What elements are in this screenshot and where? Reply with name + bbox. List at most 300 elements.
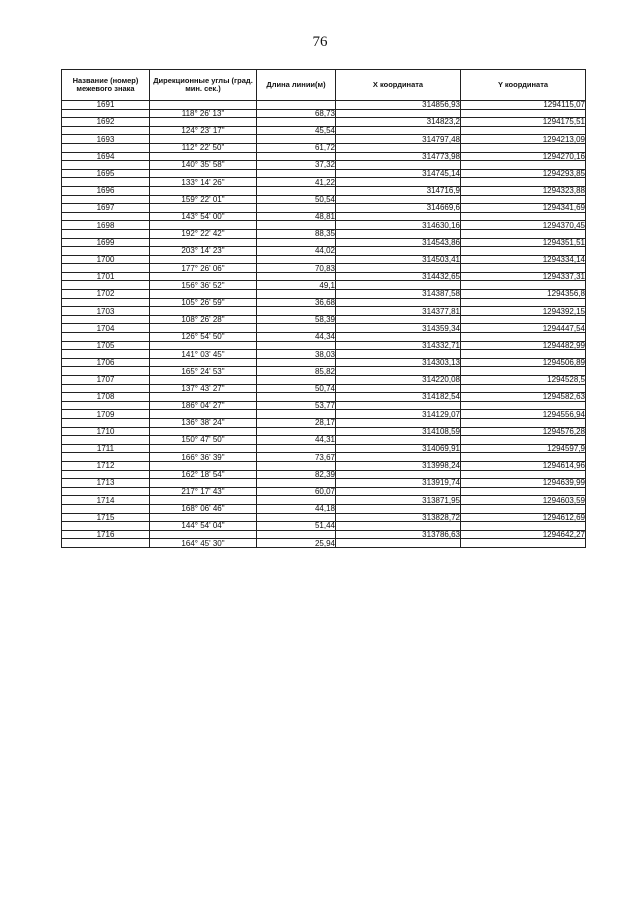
empty-cell bbox=[62, 264, 150, 273]
empty-cell bbox=[336, 229, 461, 238]
segment-row bbox=[62, 195, 586, 204]
direction-angle: 136° 38' 24" bbox=[150, 418, 257, 427]
y-coordinate: 1294293,85 bbox=[461, 169, 586, 178]
point-row bbox=[62, 444, 586, 453]
empty-cell bbox=[257, 324, 336, 333]
empty-cell bbox=[336, 436, 461, 445]
header-x: X координата bbox=[336, 70, 461, 101]
point-name: 1712 bbox=[62, 461, 150, 470]
empty-cell bbox=[336, 247, 461, 256]
empty-cell bbox=[150, 169, 257, 178]
x-coordinate: 314745,14 bbox=[336, 169, 461, 178]
line-length: 73,67 bbox=[257, 453, 336, 462]
segment-row bbox=[62, 504, 586, 513]
line-length: 38,03 bbox=[257, 350, 336, 359]
segment-row bbox=[62, 350, 586, 359]
empty-cell bbox=[257, 238, 336, 247]
x-coordinate: 313828,72 bbox=[336, 513, 461, 522]
empty-cell bbox=[62, 350, 150, 359]
point-name: 1711 bbox=[62, 444, 150, 453]
empty-cell bbox=[461, 333, 586, 342]
x-coordinate: 314773,98 bbox=[336, 152, 461, 161]
empty-cell bbox=[461, 298, 586, 307]
direction-angle: 165° 24' 53" bbox=[150, 367, 257, 376]
x-coordinate: 314387,58 bbox=[336, 290, 461, 299]
x-coordinate: 313871,95 bbox=[336, 496, 461, 505]
empty-cell bbox=[150, 101, 257, 110]
y-coordinate: 1294597,9 bbox=[461, 444, 586, 453]
y-coordinate: 1294392,15 bbox=[461, 307, 586, 316]
empty-cell bbox=[336, 453, 461, 462]
point-name: 1697 bbox=[62, 204, 150, 213]
point-row bbox=[62, 290, 586, 299]
empty-cell bbox=[336, 195, 461, 204]
point-name: 1703 bbox=[62, 307, 150, 316]
line-length: 44,02 bbox=[257, 247, 336, 256]
empty-cell bbox=[461, 315, 586, 324]
point-row bbox=[62, 393, 586, 402]
point-row bbox=[62, 221, 586, 230]
empty-cell bbox=[336, 126, 461, 135]
empty-cell bbox=[461, 487, 586, 496]
empty-cell bbox=[62, 195, 150, 204]
empty-cell bbox=[62, 126, 150, 135]
point-row bbox=[62, 204, 586, 213]
point-name: 1714 bbox=[62, 496, 150, 505]
empty-cell bbox=[62, 212, 150, 221]
empty-cell bbox=[257, 221, 336, 230]
empty-cell bbox=[62, 229, 150, 238]
direction-angle: 166° 36' 39" bbox=[150, 453, 257, 462]
empty-cell bbox=[461, 212, 586, 221]
point-name: 1716 bbox=[62, 530, 150, 539]
empty-cell bbox=[336, 143, 461, 152]
segment-row bbox=[62, 367, 586, 376]
y-coordinate: 1294341,69 bbox=[461, 204, 586, 213]
y-coordinate: 1294356,8 bbox=[461, 290, 586, 299]
empty-cell bbox=[150, 444, 257, 453]
point-row bbox=[62, 118, 586, 127]
empty-cell bbox=[150, 255, 257, 264]
page-number: 76 bbox=[312, 34, 328, 50]
empty-cell bbox=[461, 384, 586, 393]
empty-cell bbox=[150, 324, 257, 333]
line-length: 58,39 bbox=[257, 315, 336, 324]
line-length: 44,31 bbox=[257, 436, 336, 445]
empty-cell bbox=[62, 143, 150, 152]
empty-cell bbox=[336, 522, 461, 531]
empty-cell bbox=[257, 101, 336, 110]
boundary-coordinates-table bbox=[61, 69, 586, 548]
empty-cell bbox=[257, 118, 336, 127]
empty-cell bbox=[257, 496, 336, 505]
empty-cell bbox=[257, 135, 336, 144]
direction-angle: 124° 23' 17" bbox=[150, 126, 257, 135]
segment-row bbox=[62, 315, 586, 324]
empty-cell bbox=[257, 358, 336, 367]
line-length: 44,34 bbox=[257, 333, 336, 342]
segment-row bbox=[62, 178, 586, 187]
direction-angle: 108° 26' 28" bbox=[150, 315, 257, 324]
empty-cell bbox=[336, 350, 461, 359]
line-length: 51,44 bbox=[257, 522, 336, 531]
empty-cell bbox=[62, 401, 150, 410]
empty-cell bbox=[461, 470, 586, 479]
empty-cell bbox=[150, 461, 257, 470]
point-name: 1700 bbox=[62, 255, 150, 264]
x-coordinate: 314630,16 bbox=[336, 221, 461, 230]
header-angle: Дирекционные углы (град. мин. сек.) bbox=[150, 70, 257, 101]
empty-cell bbox=[336, 539, 461, 548]
empty-cell bbox=[461, 264, 586, 273]
direction-angle: 168° 06' 46" bbox=[150, 504, 257, 513]
empty-cell bbox=[150, 479, 257, 488]
empty-cell bbox=[461, 504, 586, 513]
point-row bbox=[62, 410, 586, 419]
header-length: Длина линии(м) bbox=[257, 70, 336, 101]
segment-row bbox=[62, 298, 586, 307]
y-coordinate: 1294576,28 bbox=[461, 427, 586, 436]
empty-cell bbox=[461, 350, 586, 359]
point-row bbox=[62, 461, 586, 470]
direction-angle: 105° 26' 59" bbox=[150, 298, 257, 307]
empty-cell bbox=[150, 152, 257, 161]
y-coordinate: 1294270,16 bbox=[461, 152, 586, 161]
empty-cell bbox=[257, 513, 336, 522]
x-coordinate: 313786,63 bbox=[336, 530, 461, 539]
y-coordinate: 1294370,45 bbox=[461, 221, 586, 230]
x-coordinate: 314432,65 bbox=[336, 272, 461, 281]
segment-row bbox=[62, 522, 586, 531]
empty-cell bbox=[336, 212, 461, 221]
empty-cell bbox=[62, 453, 150, 462]
x-coordinate: 313998,24 bbox=[336, 461, 461, 470]
x-coordinate: 314303,13 bbox=[336, 358, 461, 367]
empty-cell bbox=[150, 393, 257, 402]
point-name: 1707 bbox=[62, 376, 150, 385]
empty-cell bbox=[62, 487, 150, 496]
point-row bbox=[62, 135, 586, 144]
point-name: 1715 bbox=[62, 513, 150, 522]
line-length: 53,77 bbox=[257, 401, 336, 410]
direction-angle: 186° 04' 27" bbox=[150, 401, 257, 410]
header-name: Название (номер) межевого знака bbox=[62, 70, 150, 101]
x-coordinate: 314543,86 bbox=[336, 238, 461, 247]
empty-cell bbox=[150, 307, 257, 316]
empty-cell bbox=[257, 461, 336, 470]
x-coordinate: 314716,9 bbox=[336, 186, 461, 195]
empty-cell bbox=[62, 109, 150, 118]
segment-row bbox=[62, 161, 586, 170]
empty-cell bbox=[461, 143, 586, 152]
y-coordinate: 1294603,59 bbox=[461, 496, 586, 505]
header-y: Y координата bbox=[461, 70, 586, 101]
empty-cell bbox=[461, 367, 586, 376]
x-coordinate: 313919,74 bbox=[336, 479, 461, 488]
empty-cell bbox=[461, 539, 586, 548]
point-row bbox=[62, 513, 586, 522]
direction-angle: 112° 22' 50" bbox=[150, 143, 257, 152]
empty-cell bbox=[150, 272, 257, 281]
empty-cell bbox=[336, 384, 461, 393]
segment-row bbox=[62, 109, 586, 118]
direction-angle: 133° 14' 26" bbox=[150, 178, 257, 187]
empty-cell bbox=[150, 186, 257, 195]
direction-angle: 162° 18' 54" bbox=[150, 470, 257, 479]
direction-angle: 150° 47' 50" bbox=[150, 436, 257, 445]
x-coordinate: 314669,6 bbox=[336, 204, 461, 213]
direction-angle: 137° 43' 27" bbox=[150, 384, 257, 393]
direction-angle: 159° 22' 01" bbox=[150, 195, 257, 204]
x-coordinate: 314108,59 bbox=[336, 427, 461, 436]
y-coordinate: 1294614,96 bbox=[461, 461, 586, 470]
empty-cell bbox=[461, 178, 586, 187]
empty-cell bbox=[62, 539, 150, 548]
y-coordinate: 1294642,27 bbox=[461, 530, 586, 539]
point-row bbox=[62, 152, 586, 161]
empty-cell bbox=[62, 504, 150, 513]
empty-cell bbox=[150, 410, 257, 419]
y-coordinate: 1294337,31 bbox=[461, 272, 586, 281]
direction-angle: 177° 26' 06" bbox=[150, 264, 257, 273]
point-name: 1692 bbox=[62, 118, 150, 127]
empty-cell bbox=[150, 118, 257, 127]
empty-cell bbox=[62, 178, 150, 187]
y-coordinate: 1294447,54 bbox=[461, 324, 586, 333]
point-row bbox=[62, 341, 586, 350]
empty-cell bbox=[62, 436, 150, 445]
point-name: 1696 bbox=[62, 186, 150, 195]
empty-cell bbox=[257, 152, 336, 161]
empty-cell bbox=[461, 401, 586, 410]
empty-cell bbox=[336, 333, 461, 342]
direction-angle: 118° 26' 13" bbox=[150, 109, 257, 118]
table-header-row bbox=[62, 70, 586, 101]
segment-row bbox=[62, 126, 586, 135]
empty-cell bbox=[62, 522, 150, 531]
segment-row bbox=[62, 229, 586, 238]
empty-cell bbox=[62, 298, 150, 307]
empty-cell bbox=[336, 418, 461, 427]
empty-cell bbox=[257, 341, 336, 350]
point-row bbox=[62, 255, 586, 264]
empty-cell bbox=[257, 290, 336, 299]
empty-cell bbox=[62, 281, 150, 290]
empty-cell bbox=[150, 204, 257, 213]
y-coordinate: 1294506,89 bbox=[461, 358, 586, 367]
y-coordinate: 1294612,69 bbox=[461, 513, 586, 522]
empty-cell bbox=[150, 427, 257, 436]
direction-angle: 217° 17' 43" bbox=[150, 487, 257, 496]
direction-angle: 141° 03' 45" bbox=[150, 350, 257, 359]
empty-cell bbox=[150, 496, 257, 505]
y-coordinate: 1294482,99 bbox=[461, 341, 586, 350]
empty-cell bbox=[62, 247, 150, 256]
point-name: 1699 bbox=[62, 238, 150, 247]
point-row bbox=[62, 496, 586, 505]
point-name: 1708 bbox=[62, 393, 150, 402]
empty-cell bbox=[150, 341, 257, 350]
line-length: 50,74 bbox=[257, 384, 336, 393]
table-body bbox=[62, 101, 586, 548]
empty-cell bbox=[257, 169, 336, 178]
empty-cell bbox=[461, 229, 586, 238]
segment-row bbox=[62, 539, 586, 548]
x-coordinate: 314797,48 bbox=[336, 135, 461, 144]
point-row bbox=[62, 169, 586, 178]
point-row bbox=[62, 238, 586, 247]
line-length: 28,17 bbox=[257, 418, 336, 427]
point-name: 1706 bbox=[62, 358, 150, 367]
empty-cell bbox=[62, 333, 150, 342]
empty-cell bbox=[257, 272, 336, 281]
empty-cell bbox=[336, 315, 461, 324]
point-name: 1695 bbox=[62, 169, 150, 178]
empty-cell bbox=[150, 530, 257, 539]
y-coordinate: 1294175,51 bbox=[461, 118, 586, 127]
point-row bbox=[62, 427, 586, 436]
empty-cell bbox=[150, 358, 257, 367]
empty-cell bbox=[257, 530, 336, 539]
segment-row bbox=[62, 333, 586, 342]
point-name: 1693 bbox=[62, 135, 150, 144]
x-coordinate: 314377,81 bbox=[336, 307, 461, 316]
segment-row bbox=[62, 281, 586, 290]
empty-cell bbox=[336, 161, 461, 170]
direction-angle: 143° 54' 00" bbox=[150, 212, 257, 221]
empty-cell bbox=[461, 247, 586, 256]
x-coordinate: 314129,07 bbox=[336, 410, 461, 419]
empty-cell bbox=[257, 393, 336, 402]
empty-cell bbox=[150, 513, 257, 522]
y-coordinate: 1294528,5 bbox=[461, 376, 586, 385]
empty-cell bbox=[257, 444, 336, 453]
empty-cell bbox=[461, 436, 586, 445]
line-length: 36,68 bbox=[257, 298, 336, 307]
empty-cell bbox=[336, 367, 461, 376]
empty-cell bbox=[257, 204, 336, 213]
segment-row bbox=[62, 247, 586, 256]
empty-cell bbox=[336, 281, 461, 290]
x-coordinate: 314220,08 bbox=[336, 376, 461, 385]
empty-cell bbox=[461, 453, 586, 462]
x-coordinate: 314856,93 bbox=[336, 101, 461, 110]
y-coordinate: 1294334,14 bbox=[461, 255, 586, 264]
empty-cell bbox=[336, 487, 461, 496]
point-row bbox=[62, 376, 586, 385]
point-name: 1694 bbox=[62, 152, 150, 161]
empty-cell bbox=[257, 307, 336, 316]
y-coordinate: 1294556,94 bbox=[461, 410, 586, 419]
empty-cell bbox=[461, 418, 586, 427]
line-length: 82,39 bbox=[257, 470, 336, 479]
y-coordinate: 1294639,99 bbox=[461, 479, 586, 488]
point-row bbox=[62, 272, 586, 281]
line-length: 68,73 bbox=[257, 109, 336, 118]
point-row bbox=[62, 101, 586, 110]
empty-cell bbox=[150, 135, 257, 144]
empty-cell bbox=[461, 195, 586, 204]
empty-cell bbox=[62, 470, 150, 479]
empty-cell bbox=[336, 298, 461, 307]
empty-cell bbox=[150, 238, 257, 247]
empty-cell bbox=[336, 264, 461, 273]
line-length: 88,35 bbox=[257, 229, 336, 238]
empty-cell bbox=[336, 401, 461, 410]
empty-cell bbox=[461, 109, 586, 118]
y-coordinate: 1294213,09 bbox=[461, 135, 586, 144]
line-length: 60,07 bbox=[257, 487, 336, 496]
y-coordinate: 1294351,51 bbox=[461, 238, 586, 247]
empty-cell bbox=[336, 470, 461, 479]
point-row bbox=[62, 307, 586, 316]
line-length: 37,32 bbox=[257, 161, 336, 170]
direction-angle: 126° 54' 50" bbox=[150, 333, 257, 342]
point-row bbox=[62, 186, 586, 195]
point-name: 1691 bbox=[62, 101, 150, 110]
empty-cell bbox=[461, 126, 586, 135]
empty-cell bbox=[336, 178, 461, 187]
x-coordinate: 314359,34 bbox=[336, 324, 461, 333]
direction-angle: 203° 14' 23" bbox=[150, 247, 257, 256]
empty-cell bbox=[150, 376, 257, 385]
line-length: 48,81 bbox=[257, 212, 336, 221]
empty-cell bbox=[257, 427, 336, 436]
x-coordinate: 314332,71 bbox=[336, 341, 461, 350]
empty-cell bbox=[62, 367, 150, 376]
empty-cell bbox=[62, 418, 150, 427]
empty-cell bbox=[257, 376, 336, 385]
empty-cell bbox=[461, 161, 586, 170]
point-name: 1698 bbox=[62, 221, 150, 230]
point-name: 1701 bbox=[62, 272, 150, 281]
segment-row bbox=[62, 453, 586, 462]
empty-cell bbox=[257, 255, 336, 264]
direction-angle: 164° 45' 30" bbox=[150, 539, 257, 548]
point-name: 1713 bbox=[62, 479, 150, 488]
segment-row bbox=[62, 436, 586, 445]
empty-cell bbox=[257, 479, 336, 488]
y-coordinate: 1294582,63 bbox=[461, 393, 586, 402]
segment-row bbox=[62, 470, 586, 479]
segment-row bbox=[62, 264, 586, 273]
point-row bbox=[62, 479, 586, 488]
empty-cell bbox=[257, 410, 336, 419]
point-name: 1705 bbox=[62, 341, 150, 350]
direction-angle: 156° 36' 52" bbox=[150, 281, 257, 290]
point-name: 1710 bbox=[62, 427, 150, 436]
line-length: 44,18 bbox=[257, 504, 336, 513]
line-length: 41,22 bbox=[257, 178, 336, 187]
point-name: 1704 bbox=[62, 324, 150, 333]
y-coordinate: 1294115,07 bbox=[461, 101, 586, 110]
direction-angle: 192° 22' 42" bbox=[150, 229, 257, 238]
point-name: 1702 bbox=[62, 290, 150, 299]
empty-cell bbox=[336, 109, 461, 118]
line-length: 70,83 bbox=[257, 264, 336, 273]
point-row bbox=[62, 358, 586, 367]
empty-cell bbox=[150, 290, 257, 299]
empty-cell bbox=[62, 315, 150, 324]
direction-angle: 144° 54' 04" bbox=[150, 522, 257, 531]
x-coordinate: 314069,91 bbox=[336, 444, 461, 453]
empty-cell bbox=[150, 221, 257, 230]
empty-cell bbox=[62, 384, 150, 393]
x-coordinate: 314182,54 bbox=[336, 393, 461, 402]
empty-cell bbox=[62, 161, 150, 170]
x-coordinate: 314823,2 bbox=[336, 118, 461, 127]
empty-cell bbox=[461, 281, 586, 290]
